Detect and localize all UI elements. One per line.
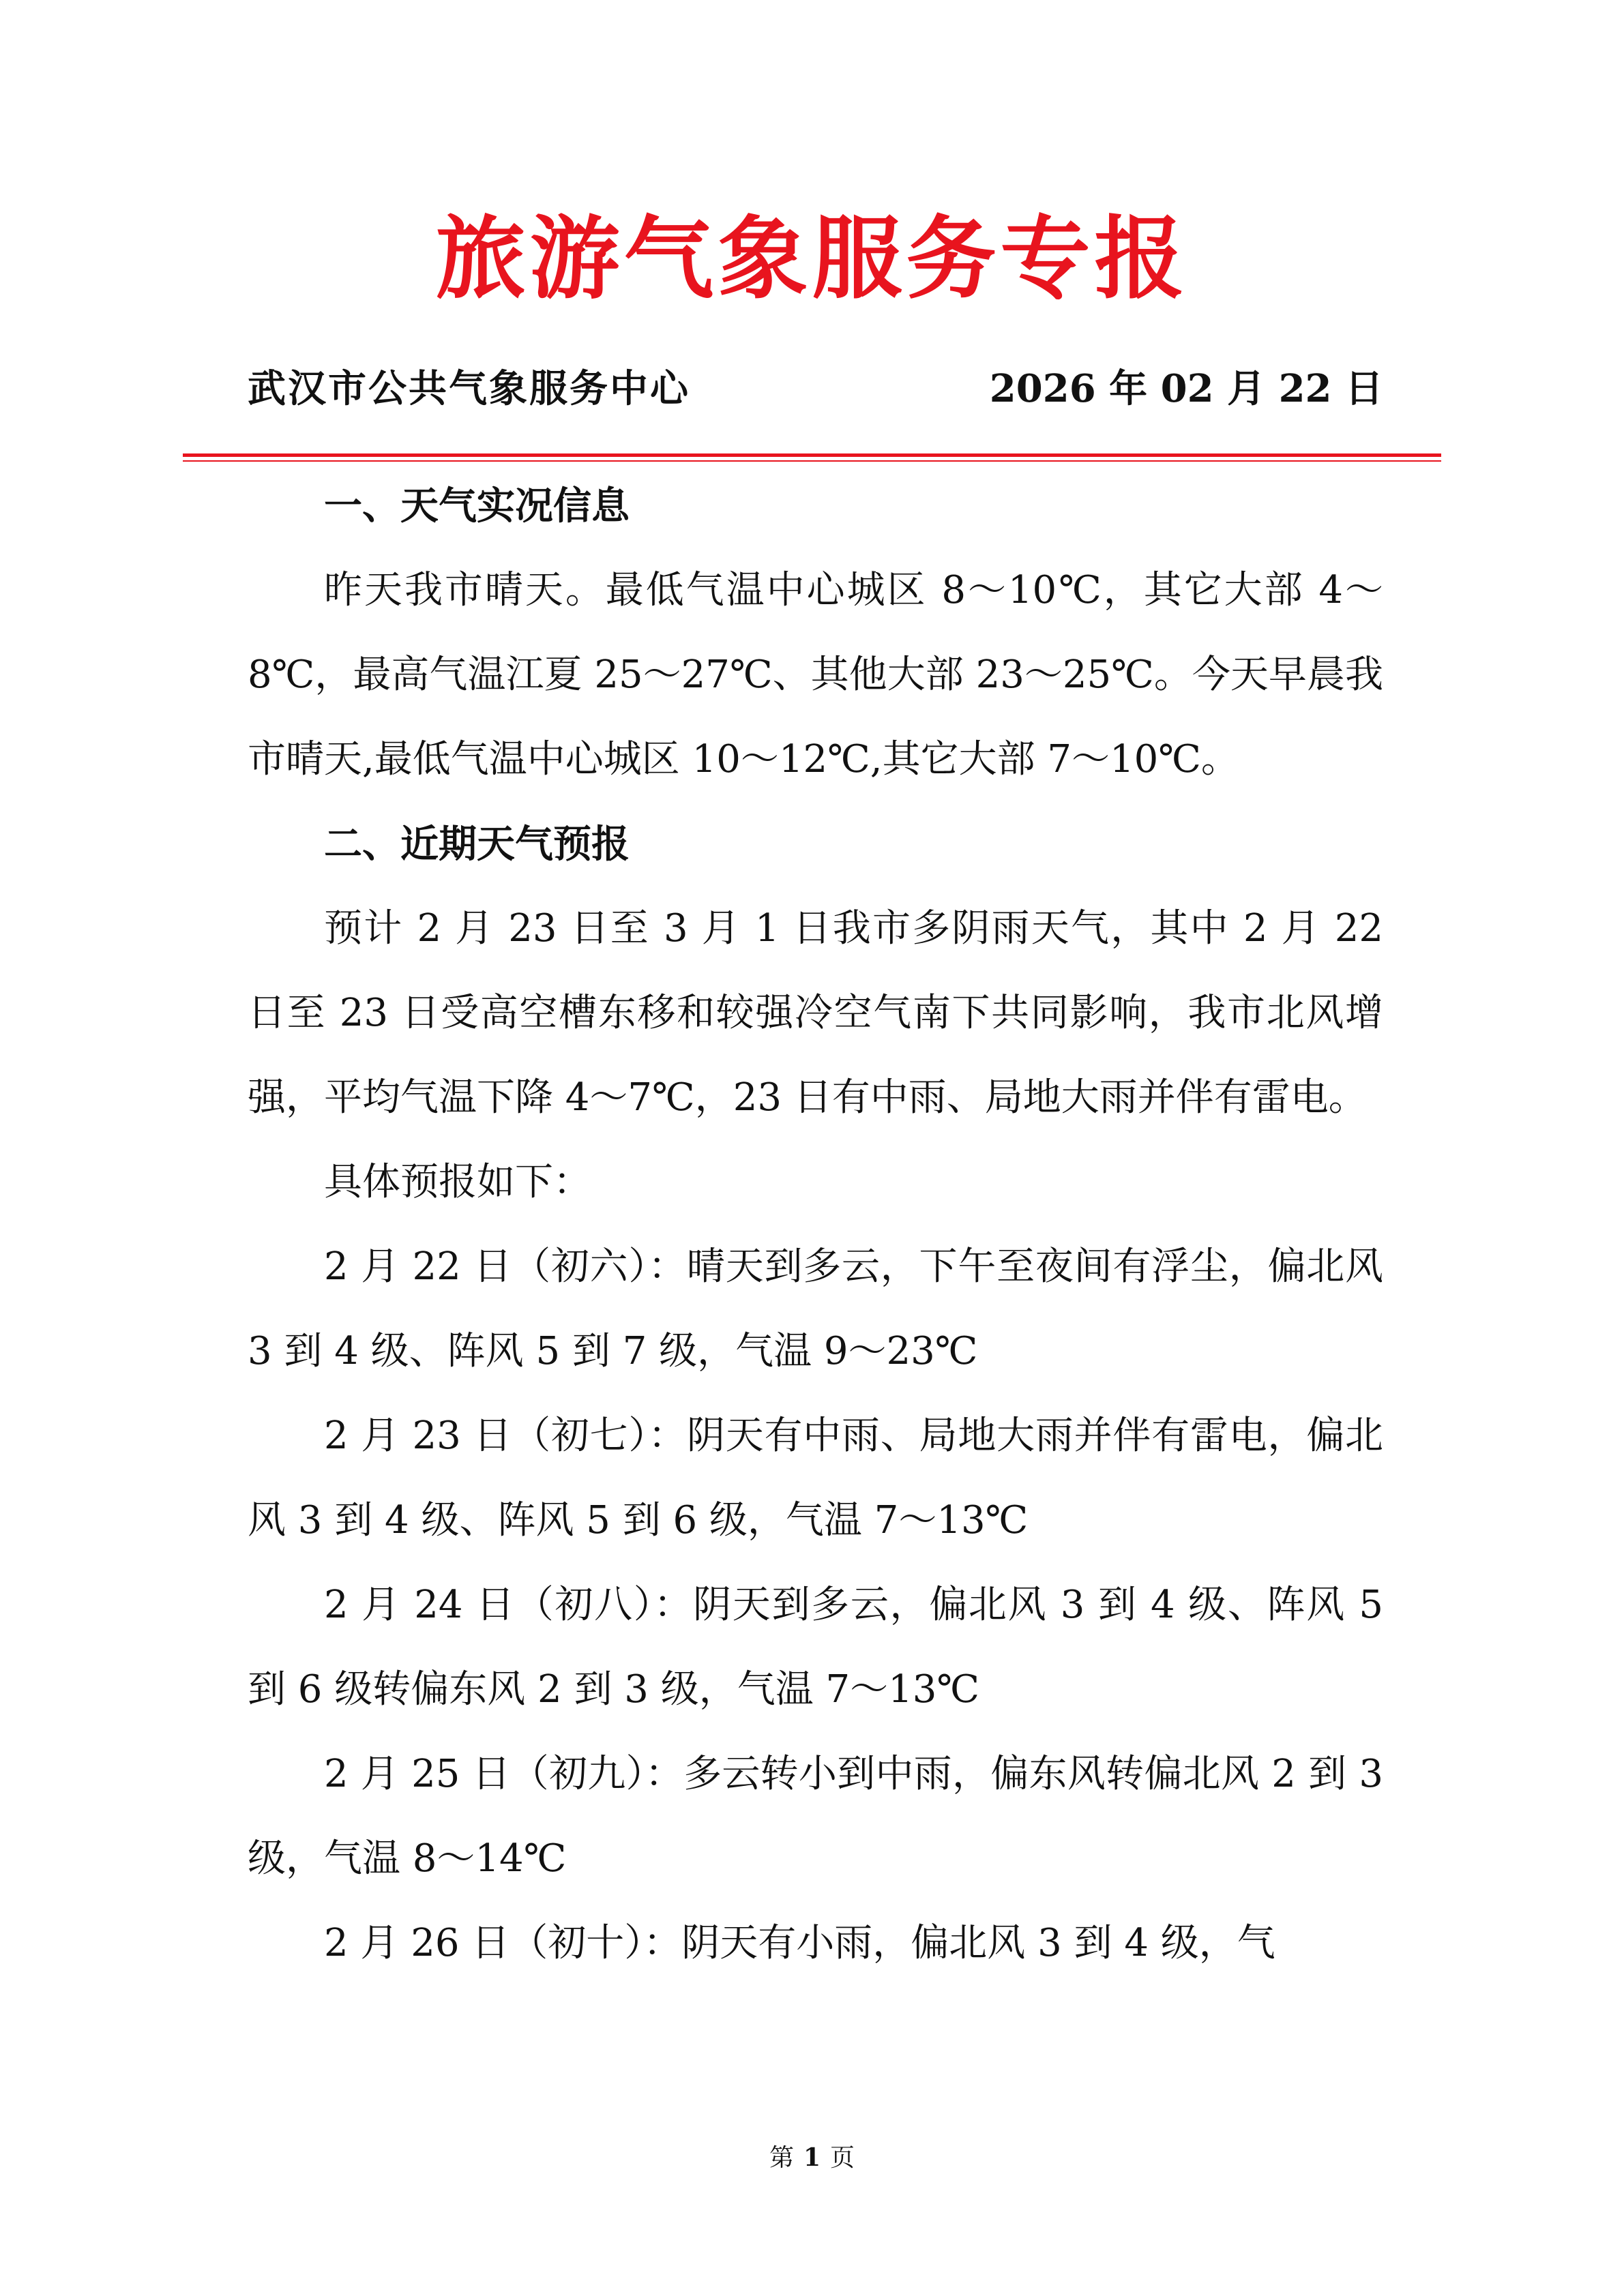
- organization-name: 武汉市公共气象服务中心: [248, 366, 690, 411]
- forecast-summary-paragraph: 预计 2 月 23 日至 3 月 1 日我市多阴雨天气，其中 2 月 22 日至 23 日受高空槽东移和较强冷空气南下共同影响，我市北风增强，平均气温下降 4～7℃，23 日有中雨、局地大雨并伴有雷电。: [248, 906, 1383, 1120]
- section-heading-forecast: 二、近期天气预报: [324, 822, 630, 867]
- forecast-day-item: 2 月 24 日（初八）：阴天到多云，偏北风 3 到 4 级、阵风 5 到 6 级转偏东风 2 到 3 级，气温 7～13℃: [248, 1583, 1383, 1712]
- red-rule-thick: [183, 453, 1441, 457]
- section-heading-observation: 一、天气实况信息: [324, 483, 630, 528]
- page-label-suffix: 页: [830, 2144, 855, 2172]
- red-rule-thin: [183, 460, 1441, 462]
- document-title: 旅游气象服务专报: [435, 206, 1189, 312]
- page-label-prefix: 第: [769, 2144, 794, 2172]
- forecast-day-item: 2 月 23 日（初七）：阴天有中雨、局地大雨并伴有雷电，偏北风 3 到 4 级、阵风 5 到 6 级，气温 7～13℃: [248, 1414, 1383, 1542]
- forecast-intro: 具体预报如下：: [324, 1160, 591, 1204]
- document-header: [248, 365, 1383, 413]
- forecast-day-item: 2 月 26 日（初十）：阴天有小雨，偏北风 3 到 4 级，气: [324, 1921, 1275, 1965]
- page-footer: [0, 2141, 1624, 2175]
- issue-date: 2026 年 02 月 22 日: [989, 366, 1383, 411]
- forecast-day-item: 2 月 22 日（初六）：晴天到多云，下午至夜间有浮尘，偏北风 3 到 4 级、阵风 5 到 7 级，气温 9～23℃: [248, 1244, 1383, 1373]
- document-body: [248, 464, 1383, 1986]
- observation-paragraph: 昨天我市晴天。最低气温中心城区 8～10℃，其它大部 4～8℃，最高气温江夏 25～27℃、其他大部 23～25℃。今天早晨我市晴天,最低气温中心城区 10～12℃,其它大部 7～10℃。: [248, 568, 1383, 781]
- page-number: 1: [803, 2143, 821, 2172]
- forecast-day-item: 2 月 25 日（初九）：多云转小到中雨，偏东风转偏北风 2 到 3 级，气温 8～14℃: [248, 1752, 1383, 1881]
